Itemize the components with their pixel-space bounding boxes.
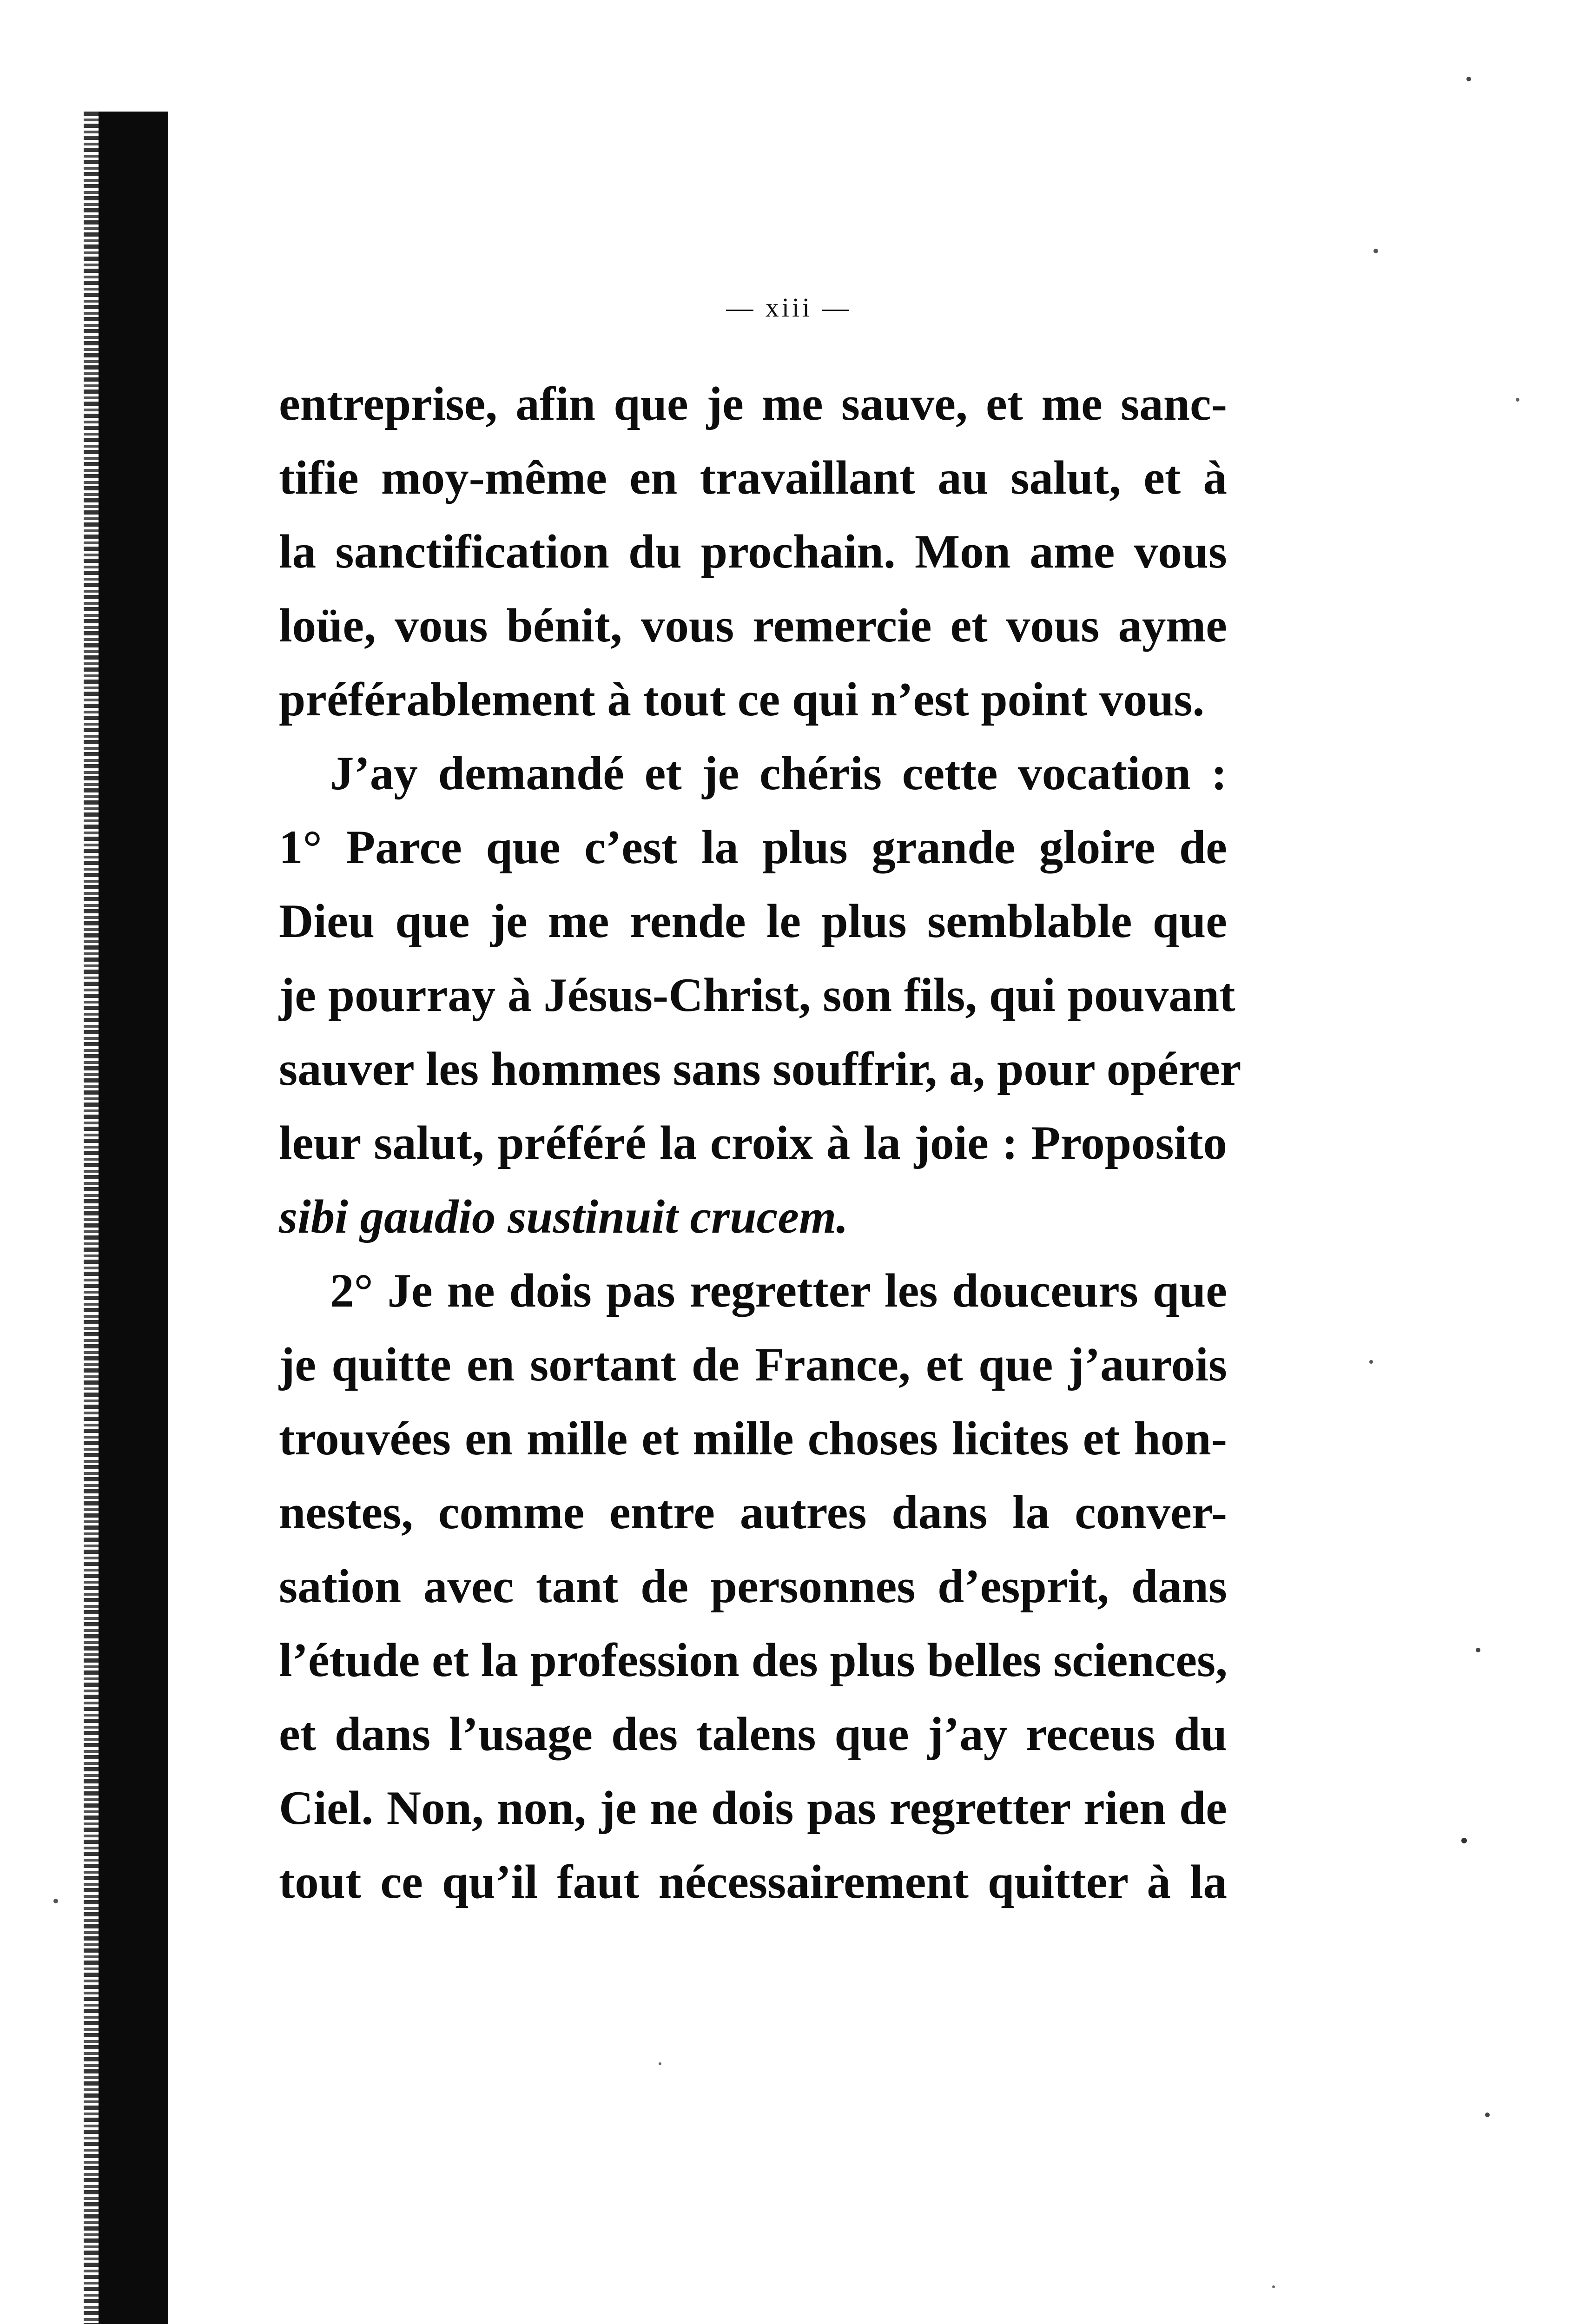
text-line: préférablement à tout ce qui n’est point vous.	[279, 673, 1205, 726]
text-line: je pourray à Jésus-Christ, son fils, qui pouvant	[279, 969, 1235, 1022]
text-line: je quitte en sortant de France, et que j’aurois	[279, 1338, 1227, 1391]
text-line: tifie moy-même en travaillant au salut, et à	[279, 451, 1227, 504]
binding-shadow	[99, 112, 168, 2324]
text-line: nestes, comme entre autres dans la conver-	[279, 1486, 1227, 1539]
text-line: Ciel. Non, non, je ne dois pas regretter rien de	[279, 1782, 1227, 1835]
text-line: leur salut, préféré la croix à la joie : Proposito	[279, 1116, 1227, 1169]
text-line: sibi gaudio sustinuit crucem.	[279, 1190, 848, 1243]
text-line: la sanctification du prochain. Mon ame vous	[279, 525, 1227, 578]
text-line: et dans l’usage des talens que j’ay receus du	[279, 1708, 1227, 1761]
text-line: 1° Parce que c’est la plus grande gloire de	[279, 821, 1227, 874]
text-line: sauver les hommes sans souffrir, a, pour opérer	[279, 1043, 1241, 1096]
text-line: 2° Je ne dois pas regretter les douceurs que	[330, 1264, 1227, 1317]
text-line: J’ay demandé et je chéris cette vocation :	[330, 747, 1227, 800]
binding-shadow-fringe	[84, 112, 100, 2324]
body-text	[279, 367, 1241, 1919]
text-line: l’étude et la profession des plus belles sciences,	[279, 1634, 1228, 1687]
text-line: entreprise, afin que je me sauve, et me sanc-	[279, 377, 1227, 430]
text-line: tout ce qu’il faut nécessairement quitter à la	[279, 1855, 1227, 1908]
page-number-header: — xiii —	[726, 292, 852, 323]
text-line: trouvées en mille et mille choses licites et hon-	[279, 1412, 1227, 1465]
text-line: loüe, vous bénit, vous remercie et vous ayme	[279, 599, 1227, 652]
text-line: Dieu que je me rende le plus semblable que	[279, 895, 1227, 948]
text-line: sation avec tant de personnes d’esprit, dans	[279, 1560, 1227, 1613]
